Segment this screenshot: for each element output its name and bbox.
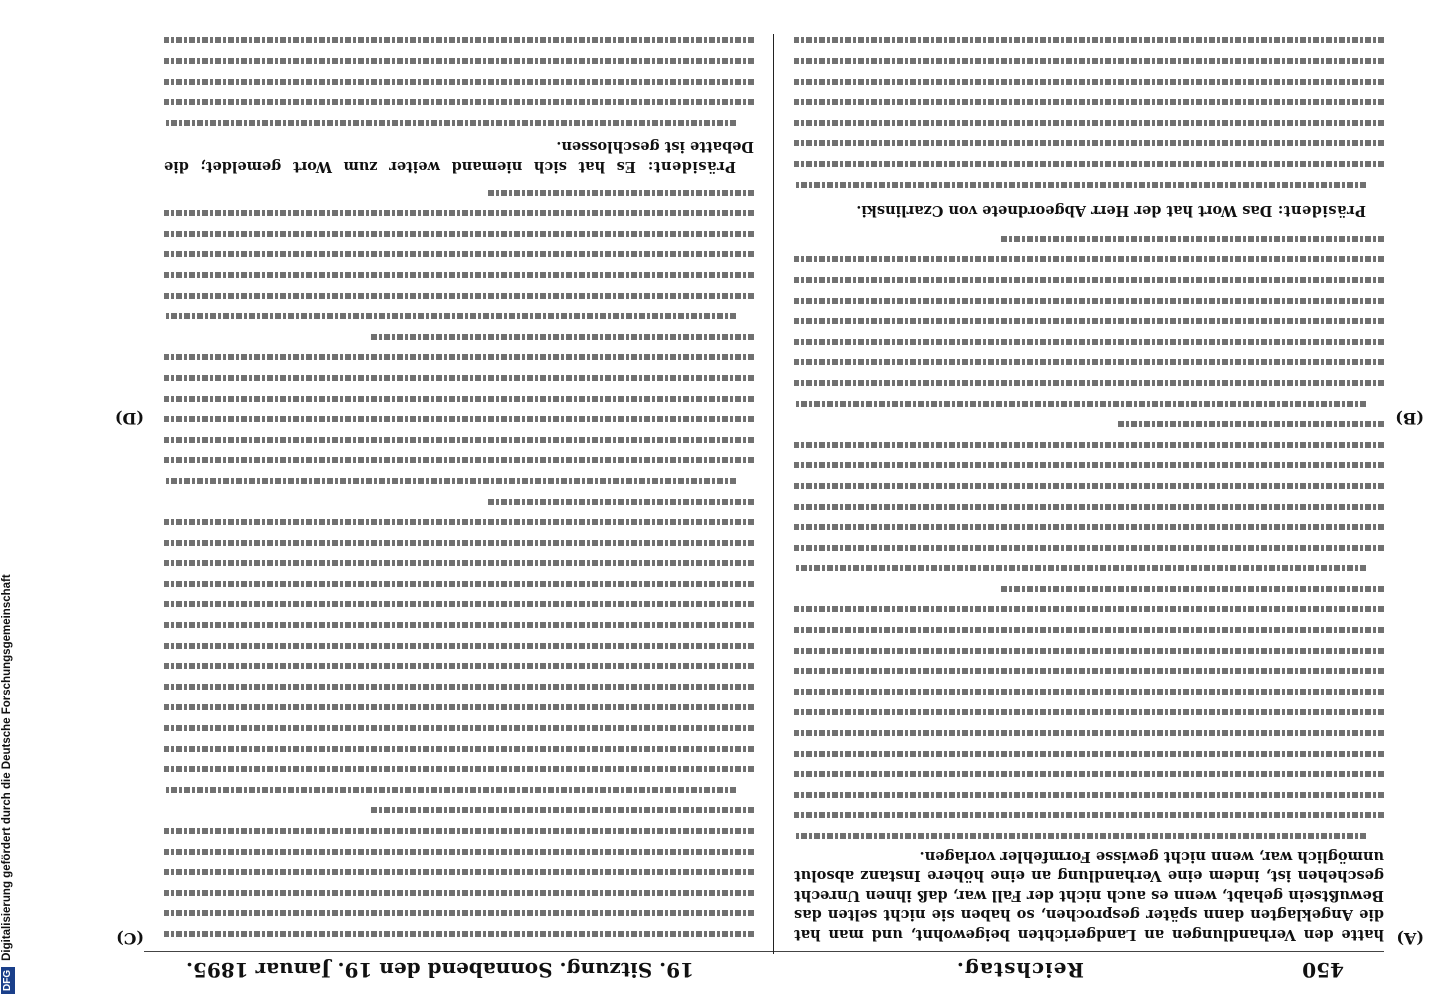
right-column-closing-paragraph	[164, 137, 754, 176]
right-column	[164, 34, 754, 944]
left-column-body-lines-2	[794, 34, 1384, 195]
left-column	[794, 34, 1384, 944]
right-column-body-lines	[164, 182, 754, 944]
margin-marker-d: (D)	[114, 409, 144, 428]
left-column-opening-paragraph: hatte den Verhandlungen an Landgerichten beigewohnt, und man hat die Angeklagten dann später gesprochen, so haben sie nicht selten das Bewußtsein gehabt, wenn es auch nicht der Fall war, daß ihnen Unrecht geschehen ist, indem eine Verhandlung an eine höhere Instanz absolut unmöglich war, wenn nicht gewisse Formfehler vorlagen.	[794, 847, 1384, 943]
page-header	[124, 952, 1414, 988]
digitization-credit-label: Digitalisierung gefördert durch die Deutsche Forschungsgemeinschaft	[1, 574, 13, 961]
speaker-name: Präsident:	[1277, 202, 1366, 220]
dfg-logo: DFG	[1, 967, 15, 994]
column-divider	[773, 34, 774, 954]
margin-marker-b: (B)	[1395, 409, 1424, 428]
left-column-speaker-paragraph	[794, 201, 1384, 221]
left-column-body-lines	[794, 228, 1384, 846]
page-number: 450	[1302, 958, 1344, 982]
page	[114, 20, 1424, 988]
header-title: Reichstag.	[955, 958, 1084, 982]
closing-speaker-text: Es hat sich niemand weiter zum Wort gemeldet; die Debatte ist geschlossen.	[164, 138, 754, 176]
header-session-date: 19. Sitzung. Sonnabend den 19. Januar 1895.	[186, 958, 694, 982]
margin-marker-a: (A)	[1396, 929, 1424, 948]
closing-speaker-name: Präsident:	[647, 158, 736, 176]
digitization-credit-text	[0, 20, 14, 994]
margin-marker-c: (C)	[116, 929, 144, 948]
header-rule	[144, 951, 1384, 952]
speaker-text: Das Wort hat der Herr Abgeordnete von Czarlinski.	[856, 202, 1273, 220]
right-column-final-lines	[164, 34, 754, 133]
scanned-page-rotated	[14, 0, 1432, 1000]
digitization-credit-sidebar	[0, 0, 14, 1000]
